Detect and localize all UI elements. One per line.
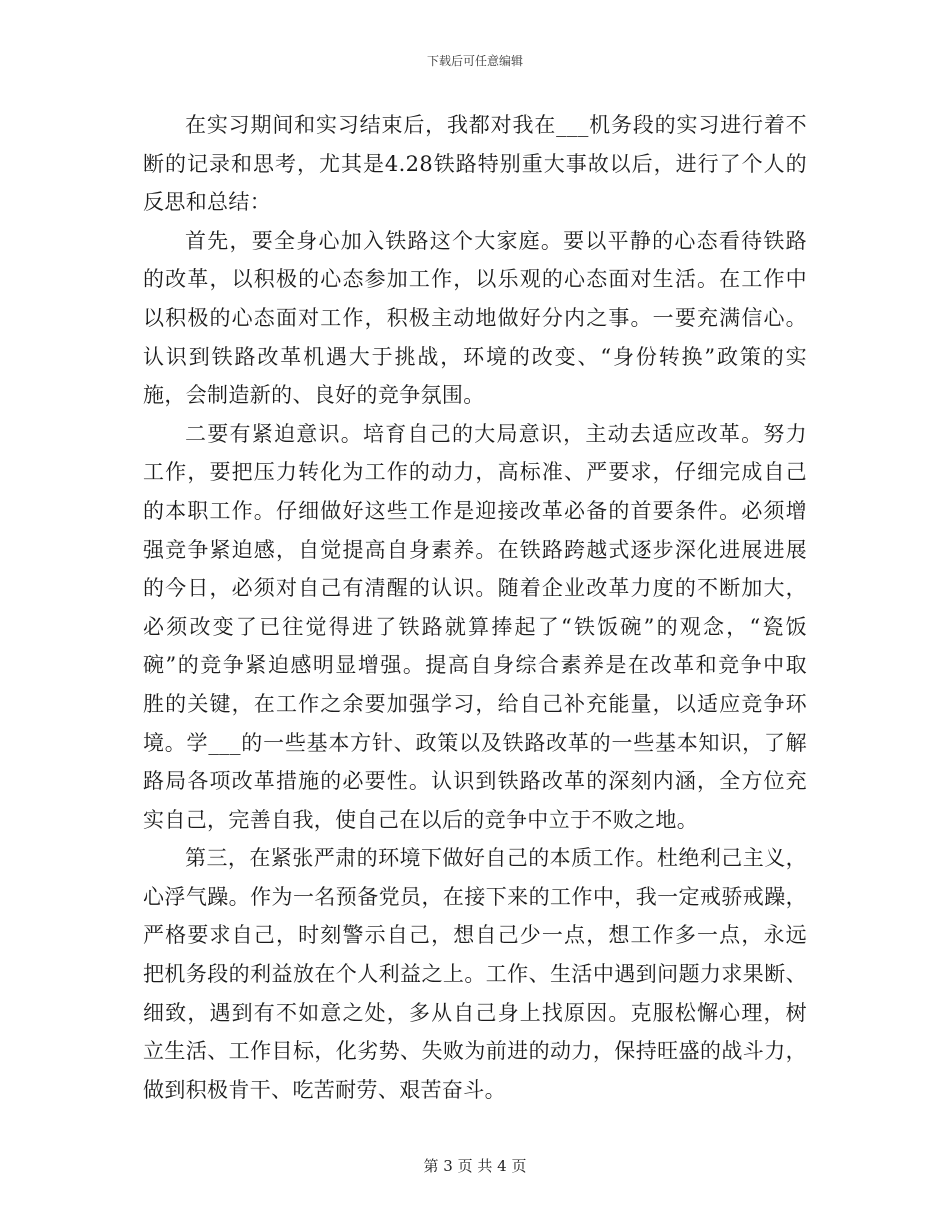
paragraph-2 bbox=[143, 222, 807, 415]
paragraph-line: 断的记录和思考，尤其是4.28铁路特别重大事故以后，进行了个人的 bbox=[143, 151, 807, 176]
paragraph-line: 境。学___的一些基本方针、政策以及铁路改革的一些基本知识，了解 bbox=[143, 730, 807, 755]
paragraph-line: 的今日，必须对自己有清醒的认识。随着企业改革力度的不断加大， bbox=[143, 576, 807, 601]
paragraph-line: 工作，要把压力转化为工作的动力，高标准、严要求，仔细完成自己 bbox=[143, 460, 807, 485]
paragraph-line: 的改革，以积极的心态参加工作，以乐观的心态面对生活。在工作中 bbox=[143, 267, 807, 292]
paragraph-line: 实自己，完善自我，使自己在以后的竞争中立于不败之地。 bbox=[143, 807, 699, 832]
paragraph-line: 细致，遇到有不如意之处，多从自己身上找原因。克服松懈心理，树 bbox=[143, 1000, 807, 1025]
paragraph-line: 在实习期间和实习结束后，我都对我在___机务段的实习进行着不 bbox=[185, 113, 807, 137]
paragraph-line: 第三，在紧张严肃的环境下做好自己的本质工作。杜绝利己主义， bbox=[185, 846, 807, 871]
paragraph-line: 路局各项改革措施的必要性。认识到铁路改革的深刻内涵，全方位充 bbox=[143, 769, 807, 794]
paragraph-line: 的本职工作。仔细做好这些工作是迎接改革必备的首要条件。必须增 bbox=[143, 498, 807, 523]
paragraph-line: 首先，要全身心加入铁路这个大家庭。要以平静的心态看待铁路 bbox=[185, 228, 807, 253]
paragraph-line: 施，会制造新的、良好的竞争氛围。 bbox=[143, 383, 485, 408]
paragraph-line: 做到积极肯干、吃苦耐劳、艰苦奋斗。 bbox=[143, 1077, 506, 1102]
paragraph-line: 严格要求自己，时刻警示自己，想自己少一点，想工作多一点，永远 bbox=[143, 923, 807, 948]
paragraph-4 bbox=[143, 839, 807, 1109]
paragraph-line: 以积极的心态面对工作，积极主动地做好分内之事。一要充满信心。 bbox=[143, 305, 807, 330]
paragraph-line: 反思和总结： bbox=[143, 190, 272, 215]
paragraph-line: 心浮气躁。作为一名预备党员，在接下来的工作中，我一定戒骄戒躁， bbox=[143, 884, 807, 909]
paragraph-line: 立生活、工作目标，化劣势、失败为前进的动力，保持旺盛的战斗力， bbox=[143, 1039, 807, 1064]
paragraph-line: 二要有紧迫意识。培育自己的大局意识，主动去适应改革。努力 bbox=[185, 421, 807, 446]
paragraph-line: 把机务段的利益放在个人利益之上。工作、生活中遇到问题力求果断、 bbox=[143, 962, 807, 987]
paragraph-line: 胜的关键，在工作之余要加强学习，给自己补充能量，以适应竞争环 bbox=[143, 691, 807, 716]
page-header-note: 下载后可任意编辑 bbox=[426, 54, 523, 68]
paragraph-1 bbox=[143, 106, 807, 222]
paragraph-line: 强竞争紧迫感，自觉提高自身素养。在铁路跨越式逐步深化进展进展 bbox=[143, 537, 807, 562]
paragraph-3 bbox=[143, 415, 807, 840]
page-number-footer: 第 3 页 共 4 页 bbox=[423, 1157, 527, 1175]
paragraph-line: 认识到铁路改革机遇大于挑战，环境的改变、“身份转换”政策的实 bbox=[143, 344, 807, 369]
paragraph-line: 必须改变了已往觉得进了铁路就算捧起了“铁饭碗”的观念，“瓷饭 bbox=[143, 614, 807, 639]
document-body bbox=[143, 106, 807, 1109]
paragraph-line: 碗”的竞争紧迫感明显增强。提高自身综合素养是在改革和竞争中取 bbox=[143, 653, 807, 678]
